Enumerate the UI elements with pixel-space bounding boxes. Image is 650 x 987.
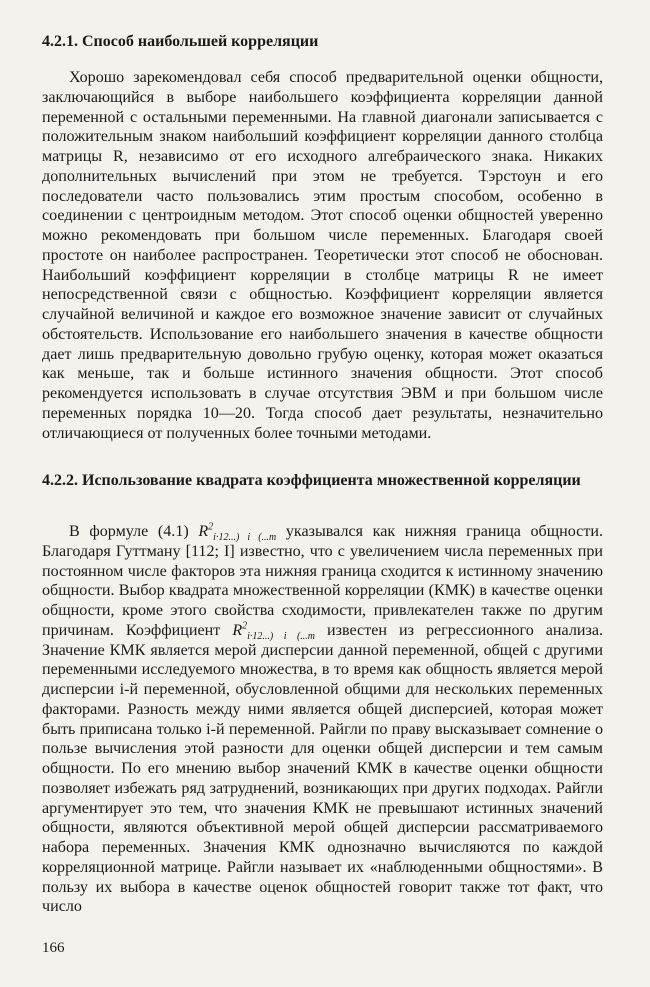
section-heading-4-2-2: 4.2.2. Использование квадрата коэффициента множественной корреляции <box>42 472 581 489</box>
text-before-formula-1: В формуле (4.1) <box>69 523 199 540</box>
formula-multiple-correlation-1: $R^2_{i\cdot 12...) i (...m}$ <box>198 521 277 544</box>
section-4-2-2-paragraph <box>42 522 603 917</box>
formula-multiple-correlation-2: $R^2_{i\cdot 12...) i (...m}$ <box>232 620 316 642</box>
text-after-formula-2: известен из регрессионного анализа. Значение КМК является мерой дисперсии данной переменной, общей с другими переменными исследуемого множества, в то время как общность является мерой дисперсии i-й переменной, обусловленной общими для нескольких переменных факторами. Разность между ними является общей дисперсией, которая может быть приписана только i-й переменной. Райгли по праву высказывает сомнение о пользе вычисления этой разности для оценки общей дисперсии и тем самым общности. По его мнению выбор значений КМК в качестве оценки общности позволяет избежать ряд затруднений, возникающих при других подходах. Райгли аргументирует это тем, что значения КМК не превышают истинных значений общности, являются объективной мерой общей дисперсии рассматриваемого набора переменных. Значения КМК однозначно вычисляются по каждой корреляционной матрице. Райгли называет их «наблюденными общностями». В пользу их выбора в качестве оценок общностей говорит также тот факт, что число <box>42 621 603 916</box>
text-after-formula-1: указывался как нижняя граница общности. Благодаря Гуттману [112; I] известно, что с увеличением числа переменных при постоянном числе факторов эта нижняя граница сходится к истинному значению общности. Выбор квадрата множественной корреляции (КМК) в качестве оценки общности, кроме этого свойства сходимости, привлекателен также по другим причинам. Коэффициент <box>42 523 603 639</box>
section-heading-4-2-1: 4.2.1. Способ наибольшей корреляции <box>42 33 319 50</box>
section-4-2-1-paragraph: Хорошо зарекомендовал себя способ предварительной оценки общности, заключающийся в выборе наибольшего коэффициента корреляции данной переменной с остальными переменными. На главной диагонали записывается с положительным знаком наибольший коэффициент корреляции данного столбца матрицы R, независимо от его исходного алгебраического знака. Никаких дополнительных вычислений при этом не требуется. Тэрстоун и его последователи часто пользовались этим простым способом, особенно в соединении с центроидным методом. Этот способ оценки общностей уверенно можно рекомендовать при большом числе переменных. Благодаря своей простоте он наиболее распространен. Теоретически этот способ не обоснован. Наибольший коэффициент корреляции в столбце матрицы R не имеет непосредственной связи с общностью. Коэффициент корреляции является случайной величиной и каждое его возможное значение зависит от случайных обстоятельств. Использование его наибольшего значения в качестве общности дает лишь предварительную довольно грубую оценку, которая может оказаться как меньше, так и больше истинного значения общности. Этот способ рекомендуется использовать в случае отсутствия ЭВМ и при большом числе переменных порядка 10—20. Тогда способ дает результаты, незначительно отличающиеся от полученных более точными методами. <box>42 69 603 442</box>
page-number: 166 <box>42 940 65 956</box>
